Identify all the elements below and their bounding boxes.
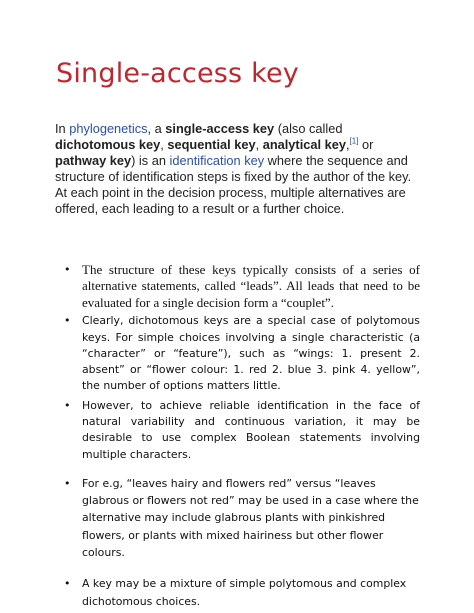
list-item xyxy=(64,575,420,610)
bullet-list xyxy=(64,262,420,610)
term-analytical-key: analytical key xyxy=(262,136,346,152)
identification-key-link[interactable]: identification key xyxy=(169,152,265,168)
list-item-text: The structure of these keys typically consists of a series of alternative statements, called “leads”. All leads that need to be evaluated for a single decision form a “couplet”. xyxy=(82,262,420,310)
intro-text: , a xyxy=(147,121,166,136)
intro-text: ) is an xyxy=(131,152,170,168)
bullet-icon: • xyxy=(64,398,71,412)
intro-text: (also called xyxy=(274,121,343,136)
term-single-access-key: single-access key xyxy=(165,121,275,136)
intro-text: where the sequence and structure of identification steps is fixed by the author of the key. At each point in the decision process, multiple alternatives are offered, each leading to a result or a further choice. xyxy=(55,152,412,216)
bullet-icon: • xyxy=(64,577,71,591)
list-item xyxy=(64,398,420,463)
list-item xyxy=(64,262,420,311)
intro-text: , xyxy=(345,136,350,152)
intro-text: In xyxy=(55,121,70,136)
phylogenetics-link[interactable]: phylogenetics xyxy=(69,121,148,136)
bullet-icon: • xyxy=(64,263,71,276)
list-item xyxy=(64,313,420,394)
bullet-icon: • xyxy=(64,476,71,490)
reference-link[interactable]: [1] xyxy=(349,136,359,146)
term-dichotomous-key: dichotomous key xyxy=(55,136,161,152)
page-title: Single-access key xyxy=(56,58,299,89)
list-item-text: Clearly, dichotomous keys are a special case of polytomous keys. For simple choices involving a single characteristic (a “character” or “feature”), such as “wings: 1. present 2. absent” or “flower colour: 1. red 2. blue 3. pink 4. yellow”, the number of options matters little. xyxy=(82,314,420,393)
intro-text: or xyxy=(358,136,374,152)
list-item-text: A key may be a mixture of simple polytomous and complex dichotomous choices. xyxy=(82,577,407,608)
intro-text: , xyxy=(160,136,168,152)
list-item-text: However, to achieve reliable identification in the face of natural variability and continuous variation, it may be desirable to use complex Boolean statements involving multiple characters. xyxy=(82,398,420,461)
term-sequential-key: sequential key xyxy=(167,136,256,152)
list-item-text: For e.g, “leaves hairy and flowers red” versus “leaves glabrous or flowers not red” may be used in a case where the alternative may include glabrous plants with pinkishred flowers, or plants with mixed hairiness but other flower colours. xyxy=(82,476,419,560)
intro-paragraph xyxy=(55,121,421,216)
intro-text: , xyxy=(255,136,263,152)
bullet-icon: • xyxy=(64,314,71,328)
term-pathway-key: pathway key xyxy=(55,152,132,168)
list-item xyxy=(64,475,420,561)
